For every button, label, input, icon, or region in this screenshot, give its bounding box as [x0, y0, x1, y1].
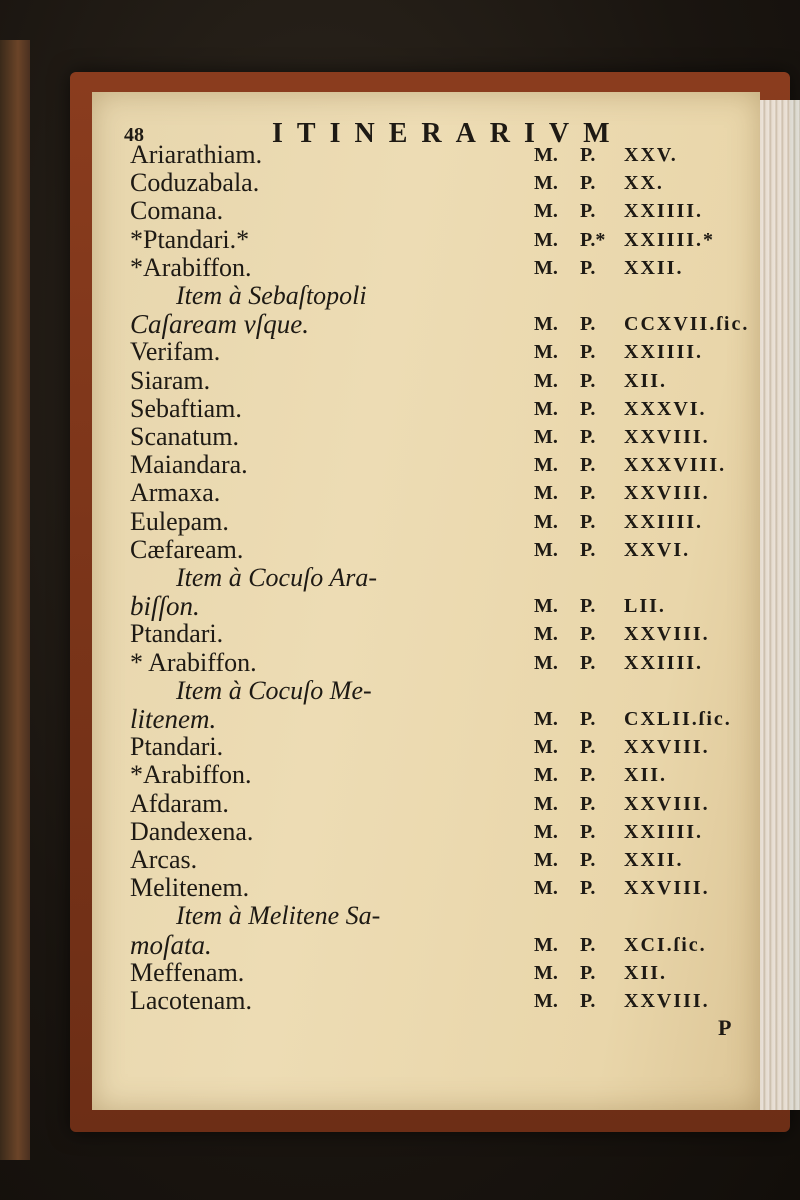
- passuum-abbrev: P.: [580, 934, 596, 956]
- distance-numeral: XXVIII.: [624, 736, 710, 758]
- distance-numeral: XX.: [624, 172, 664, 194]
- miles-abbrev: M.: [534, 539, 558, 561]
- passuum-abbrev: P.: [580, 341, 596, 363]
- miles-abbrev: M.: [534, 172, 558, 194]
- place-name: *Arabiffon.: [130, 760, 252, 789]
- miles-abbrev: M.: [534, 623, 558, 645]
- section-heading-text: Item à Cocuſo Ara-: [176, 563, 377, 592]
- miles-abbrev: M.: [534, 370, 558, 392]
- passuum-abbrev: P.: [580, 313, 596, 335]
- passuum-abbrev: P.: [580, 172, 596, 194]
- miles-abbrev: M.: [534, 398, 558, 420]
- miles-abbrev: M.: [534, 313, 558, 335]
- distance-numeral: XXIIII.: [624, 511, 704, 533]
- place-name: Arcas.: [130, 845, 198, 874]
- passuum-abbrev: P.: [580, 821, 596, 843]
- running-title: ITINERARIVM: [272, 118, 624, 149]
- miles-abbrev: M.: [534, 708, 558, 730]
- passuum-abbrev: P.: [580, 623, 596, 645]
- place-name: Cæfaream.: [130, 535, 244, 564]
- passuum-abbrev: P.: [580, 849, 596, 871]
- place-name: Sebaftiam.: [130, 394, 242, 423]
- miles-abbrev: M.: [534, 426, 558, 448]
- distance-numeral: XXV.: [624, 144, 678, 166]
- miles-abbrev: M.: [534, 793, 558, 815]
- place-name: Lacotenam.: [130, 986, 252, 1015]
- distance-numeral: XCI.ſic.: [624, 934, 707, 956]
- miles-abbrev: M.: [534, 652, 558, 674]
- distance-numeral: CCXVII.ſic.: [624, 313, 750, 335]
- distance-numeral: XXVIII.: [624, 877, 710, 899]
- distance-numeral: XXVIII.: [624, 623, 710, 645]
- place-name: moſata.: [130, 930, 212, 960]
- place-name: Ariarathiam.: [130, 140, 263, 169]
- passuum-abbrev: P.*: [580, 229, 606, 251]
- passuum-abbrev: P.: [580, 257, 596, 279]
- passuum-abbrev: P.: [580, 454, 596, 476]
- place-name: Ptandari.: [130, 732, 224, 761]
- miles-abbrev: M.: [534, 144, 558, 166]
- miles-abbrev: M.: [534, 764, 558, 786]
- distance-numeral: XII.: [624, 370, 668, 392]
- distance-numeral: XXIIII.: [624, 652, 704, 674]
- distance-numeral: XXVIII.: [624, 990, 710, 1012]
- place-name: *Arabiffon.: [130, 253, 252, 282]
- place-name: Afdaram.: [130, 789, 229, 818]
- distance-numeral: XXIIII.*: [624, 229, 716, 251]
- miles-abbrev: M.: [534, 595, 558, 617]
- passuum-abbrev: P.: [580, 511, 596, 533]
- distance-numeral: XXXVIII.: [624, 454, 727, 476]
- place-name: litenem.: [130, 704, 217, 734]
- miles-abbrev: M.: [534, 511, 558, 533]
- passuum-abbrev: P.: [580, 652, 596, 674]
- distance-numeral: XXII.: [624, 849, 684, 871]
- place-name: Armaxa.: [130, 478, 221, 507]
- miles-abbrev: M.: [534, 934, 558, 956]
- miles-abbrev: M.: [534, 257, 558, 279]
- itinerary-row: [0, 986, 800, 1020]
- miles-abbrev: M.: [534, 482, 558, 504]
- section-heading-text: Item à Melitene Sa-: [176, 901, 381, 930]
- passuum-abbrev: P.: [580, 877, 596, 899]
- place-name: Melitenem.: [130, 873, 250, 902]
- miles-abbrev: M.: [534, 849, 558, 871]
- passuum-abbrev: P.: [580, 482, 596, 504]
- distance-numeral: XXVIII.: [624, 426, 710, 448]
- folio-number: 48: [124, 124, 144, 146]
- passuum-abbrev: P.: [580, 708, 596, 730]
- passuum-abbrev: P.: [580, 764, 596, 786]
- place-name: Coduzabala.: [130, 168, 260, 197]
- passuum-abbrev: P.: [580, 793, 596, 815]
- section-heading-text: Item à Sebaſtopoli: [176, 281, 367, 310]
- miles-abbrev: M.: [534, 962, 558, 984]
- distance-numeral: XXVIII.: [624, 793, 710, 815]
- miles-abbrev: M.: [534, 821, 558, 843]
- miles-abbrev: M.: [534, 454, 558, 476]
- miles-abbrev: M.: [534, 877, 558, 899]
- distance-numeral: LII.: [624, 595, 666, 617]
- miles-abbrev: M.: [534, 341, 558, 363]
- miles-abbrev: M.: [534, 736, 558, 758]
- distance-numeral: XII.: [624, 962, 668, 984]
- distance-numeral: XXVIII.: [624, 482, 710, 504]
- distance-numeral: CXLII.ſic.: [624, 708, 732, 730]
- place-name: Scanatum.: [130, 422, 240, 451]
- distance-numeral: XXVI.: [624, 539, 691, 561]
- place-name: Caſaream vſque.: [130, 309, 309, 339]
- passuum-abbrev: P.: [580, 144, 596, 166]
- distance-numeral: XXIIII.: [624, 200, 704, 222]
- place-name: Siaram.: [130, 366, 211, 395]
- distance-numeral: XII.: [624, 764, 668, 786]
- place-name: * Arabiffon.: [130, 648, 257, 677]
- passuum-abbrev: P.: [580, 370, 596, 392]
- passuum-abbrev: P.: [580, 736, 596, 758]
- section-heading-text: Item à Cocuſo Me-: [176, 676, 372, 705]
- passuum-abbrev: P.: [580, 539, 596, 561]
- distance-numeral: XXXVI.: [624, 398, 707, 420]
- passuum-abbrev: P.: [580, 426, 596, 448]
- catchword: P: [718, 1015, 732, 1040]
- distance-numeral: XXIIII.: [624, 821, 704, 843]
- passuum-abbrev: P.: [580, 200, 596, 222]
- passuum-abbrev: P.: [580, 595, 596, 617]
- miles-abbrev: M.: [534, 200, 558, 222]
- place-name: Meffenam.: [130, 958, 245, 987]
- place-name: Verifam.: [130, 337, 221, 366]
- passuum-abbrev: P.: [580, 398, 596, 420]
- place-name: *Ptandari.*: [130, 225, 250, 254]
- passuum-abbrev: P.: [580, 962, 596, 984]
- miles-abbrev: M.: [534, 229, 558, 251]
- distance-numeral: XXII.: [624, 257, 684, 279]
- place-name: Maiandara.: [130, 450, 248, 479]
- place-name: Eulepam.: [130, 507, 229, 536]
- place-name: biſſon.: [130, 591, 200, 621]
- place-name: Dandexena.: [130, 817, 254, 846]
- place-name: Ptandari.: [130, 619, 224, 648]
- place-name: Comana.: [130, 196, 224, 225]
- passuum-abbrev: P.: [580, 990, 596, 1012]
- distance-numeral: XXIIII.: [624, 341, 704, 363]
- miles-abbrev: M.: [534, 990, 558, 1012]
